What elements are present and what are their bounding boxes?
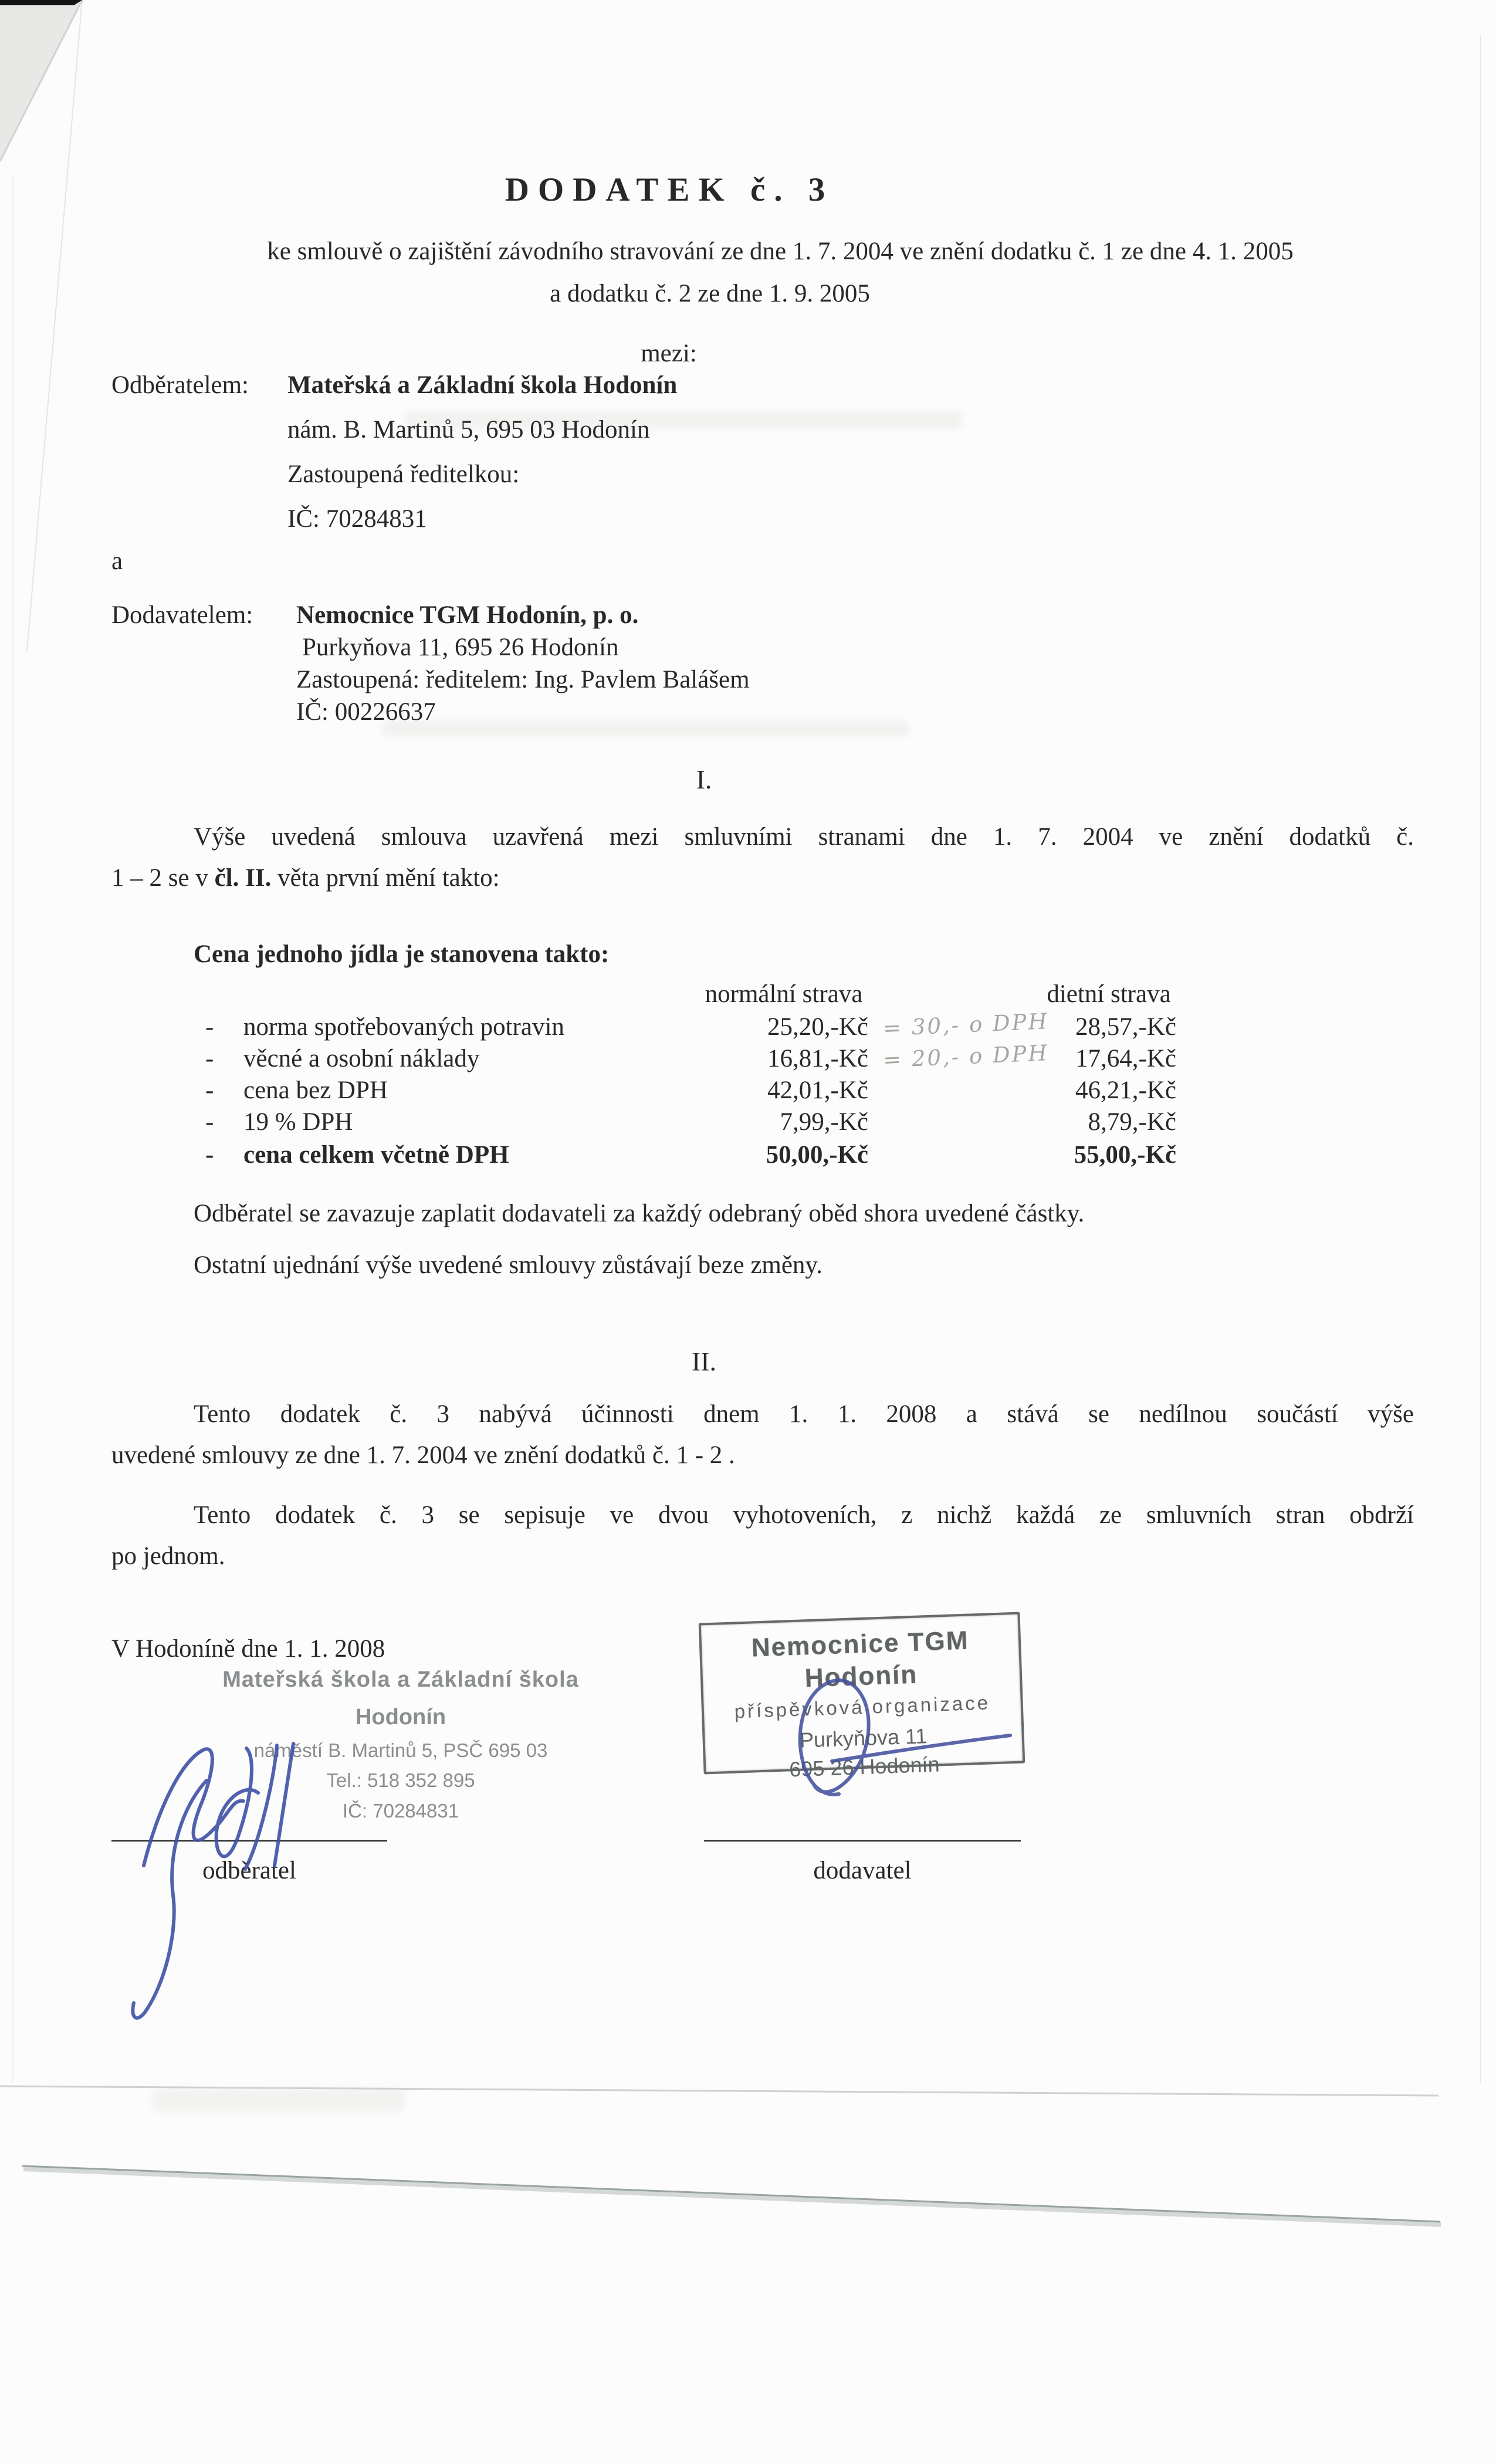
- customer-represented-by: Zastoupená ředitelkou:: [287, 461, 520, 488]
- section-2-paragraph-2-line-2: po jednom.: [111, 1542, 225, 1570]
- bullet-dash: -: [205, 1045, 214, 1072]
- scan-smudge: [405, 411, 962, 429]
- table-row: [0, 1075, 1496, 1108]
- row-label: norma spotřebovaných potravin: [243, 1013, 564, 1041]
- row-normal-price: 50,00,-Kč: [766, 1141, 868, 1169]
- hospital-ink-stamp: [699, 1612, 1025, 1782]
- place-and-date: V Hodoníně dne 1. 1. 2008: [111, 1635, 385, 1663]
- supplier-name: Nemocnice TGM Hodonín, p. o.: [296, 601, 639, 629]
- supplier-company-id: IČ: 00226637: [296, 698, 436, 726]
- supplier-represented-by: Zastoupená: ředitelem: Ing. Pavlem Balášem: [296, 666, 750, 693]
- supplier-label: Dodavatelem:: [111, 601, 253, 629]
- row-label: 19 % DPH: [243, 1108, 353, 1136]
- supplier-signature-line: [704, 1840, 1021, 1842]
- section-2-paragraph-1-line-2: uvedené smlouvy ze dne 1. 7. 2004 ve znění dodatků č. 1 - 2 .: [111, 1441, 735, 1469]
- payment-obligation-paragraph: Odběratel se zavazuje zaplatit dodavateli za každý odebraný oběd shora uvedené částky.: [194, 1200, 1085, 1227]
- row-normal-price: 25,20,-Kč: [767, 1013, 868, 1041]
- row-normal-price: 16,81,-Kč: [767, 1045, 868, 1072]
- other-provisions-paragraph: Ostatní ujednání výše uvedené smlouvy zůstávají beze změny.: [194, 1251, 823, 1279]
- table-row: [0, 1106, 1496, 1139]
- section-1-line2-bold: čl. II.: [214, 864, 272, 892]
- table-row: [0, 1040, 1496, 1076]
- row-diet-price: 55,00,-Kč: [1074, 1141, 1176, 1169]
- customer-address: nám. B. Martinů 5, 695 03 Hodonín: [287, 416, 650, 444]
- corner-crease: [27, 0, 82, 651]
- hospital-stamp-line: Nemocnice TGM Hodonín: [750, 1626, 970, 1693]
- intro-line-1: ke smlouvě o zajištění závodního stravování ze dne 1. 7. 2004 ve znění dodatku č. 1 ze dne 4. 1. 2005: [267, 238, 1294, 265]
- underlying-page-edge-shadow: [23, 2169, 1441, 2225]
- row-diet-price: 46,21,-Kč: [1075, 1077, 1176, 1104]
- hospital-stamp-line: Purkyňova 11: [799, 1724, 928, 1752]
- customer-company-id: IČ: 70284831: [287, 505, 427, 533]
- school-stamp-line: Hodonín: [355, 1704, 446, 1729]
- section-1-paragraph-line-1: Výše uvedená smlouva uzavřená mezi smluvními stranami dne 1. 7. 2004 ve znění dodatků č.: [194, 823, 1414, 851]
- section-1-paragraph-line-2: [111, 862, 1414, 894]
- row-label: cena bez DPH: [243, 1077, 388, 1104]
- hospital-stamp-line: 695 26 Hodonín: [788, 1752, 940, 1782]
- underlying-page-edge: [22, 2166, 1440, 2222]
- intro-line-2: a dodatku č. 2 ze dne 1. 9. 2005: [550, 280, 870, 307]
- section-1-heading: I.: [696, 764, 712, 794]
- scan-smudge: [153, 2089, 405, 2112]
- customer-name: Mateřská a Základní škola Hodonín: [287, 371, 678, 399]
- bullet-dash: -: [205, 1141, 214, 1169]
- row-normal-price: 7,99,-Kč: [780, 1108, 868, 1136]
- row-label: cena celkem včetně DPH: [243, 1141, 509, 1169]
- column-header-normal-diet: normální strava: [705, 980, 863, 1008]
- corner-fold-backdrop: [0, 0, 82, 161]
- school-stamp-line: Tel.: 518 352 895: [326, 1769, 475, 1792]
- row-label: věcné a osobní náklady: [243, 1045, 480, 1072]
- row-normal-price: 42,01,-Kč: [767, 1077, 868, 1104]
- bullet-dash: -: [205, 1077, 214, 1104]
- bullet-dash: -: [205, 1108, 214, 1136]
- and-separator: a: [111, 547, 123, 575]
- between-label: mezi:: [641, 340, 697, 367]
- supplier-signature-label: dodavatel: [813, 1857, 912, 1884]
- corner-black-strip: [0, 0, 82, 5]
- table-row: [0, 1008, 1496, 1044]
- price-table-heading: Cena jednoho jídla je stanovena takto:: [194, 940, 610, 968]
- school-stamp-line: náměstí B. Martinů 5, PSČ 695 03: [253, 1739, 548, 1761]
- section-2-heading: II.: [691, 1346, 717, 1376]
- customer-signature-line: [111, 1840, 387, 1842]
- section-2-paragraph-1-line-1: Tento dodatek č. 3 nabývá účinnosti dnem 1. 1. 2008 a stává se nedílnou součástí výše: [194, 1400, 1414, 1428]
- corner-fold-edge: [0, 0, 82, 161]
- hospital-stamp-line: příspěvková organizace: [734, 1691, 991, 1722]
- customer-signature-label: odběratel: [202, 1857, 296, 1884]
- school-ink-stamp: [166, 1666, 635, 1823]
- school-stamp-line: IČ: 70284831: [342, 1799, 459, 1822]
- bullet-dash: -: [205, 1013, 214, 1041]
- section-1-line2-post: věta první mění takto:: [271, 864, 500, 892]
- customer-label: Odběratelem:: [111, 371, 249, 399]
- supplier-address: Purkyňova 11, 695 26 Hodonín: [302, 634, 619, 661]
- scan-smudge: [381, 720, 909, 737]
- document-title: DODATEK č. 3: [505, 171, 834, 208]
- handwritten-annotation: = 20,- o DPH: [882, 1040, 1050, 1073]
- school-stamp-line: Mateřská škola a Základní škola: [222, 1667, 579, 1692]
- row-diet-price: 8,79,-Kč: [1088, 1108, 1176, 1136]
- table-row-total: [0, 1139, 1496, 1172]
- column-header-diet: dietní strava: [1047, 980, 1171, 1008]
- section-2-paragraph-2-line-1: Tento dodatek č. 3 se sepisuje ve dvou vyhotoveních, z nichž každá ze smluvních stran obdrží: [194, 1501, 1414, 1529]
- handwritten-annotation: = 30,- o DPH: [882, 1008, 1050, 1041]
- row-diet-price: 28,57,-Kč: [1075, 1013, 1176, 1041]
- section-1-line2-pre: 1 – 2 se v: [111, 864, 215, 892]
- row-diet-price: 17,64,-Kč: [1075, 1045, 1176, 1072]
